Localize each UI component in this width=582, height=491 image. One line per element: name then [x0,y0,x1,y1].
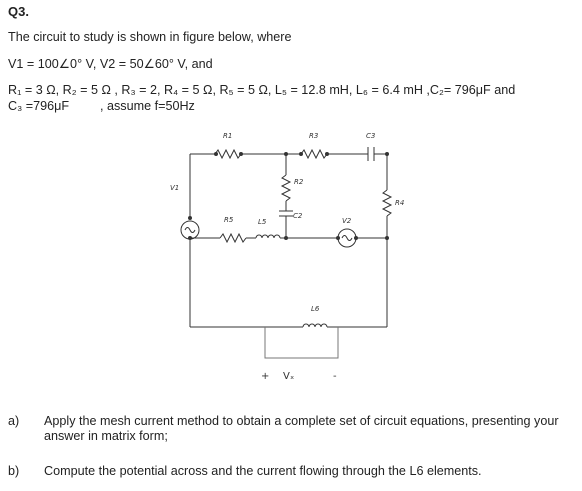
resistor-r3 [301,150,327,158]
vx-label: Vₓ [283,371,295,382]
label-v2: V2 [342,217,352,225]
label-r3: R3 [309,132,319,140]
component-values-line1: R₁ = 3 Ω, R₂ = 5 Ω , R₃ = 2, R₄ = 5 Ω, R₅ = 5 Ω, L₅ = 12.8 mH, L₆ = 6.4 mH ,C₂= 796μF and [8,83,516,97]
capacitor-c2 [279,211,293,216]
label-r1: R1 [223,132,233,140]
resistor-r4 [383,190,391,216]
question-title: Q3. [8,4,29,19]
source-values: V1 = 100∠0° V, V2 = 50∠60° V, and [8,57,213,71]
frequency-note: , assume f=50Hz [100,99,195,113]
circuit-diagram [160,125,410,385]
resistor-r5 [220,234,246,242]
part-b-letter: b) [8,464,20,478]
part-a-text: Apply the mesh current method to obtain a complete set of circuit equations, presenting your answer in matrix form; [44,414,559,443]
label-r2: R2 [294,178,304,186]
inductor-l6 [303,324,327,327]
label-c3: C3 [366,132,376,140]
component-values-line2: C₃ =796μF [8,99,70,113]
resistor-r1 [215,150,241,158]
capacitor-c3 [368,147,374,161]
vx-probe [265,327,338,358]
label-c2: C2 [293,212,303,220]
label-l5: L5 [258,218,267,226]
part-a-letter: a) [8,414,20,428]
question-intro: The circuit to study is shown in figure below, where [8,30,292,44]
inductor-l5 [256,235,280,238]
label-v1: V1 [170,184,180,192]
resistor-r2 [282,175,290,201]
label-r4: R4 [395,199,405,207]
vx-minus: - [333,371,337,382]
label-l6: L6 [311,305,320,313]
part-b-text: Compute the potential across and the current flowing through the L6 elements. [44,464,482,478]
label-r5: R5 [224,216,234,224]
vx-plus: + [261,371,270,382]
